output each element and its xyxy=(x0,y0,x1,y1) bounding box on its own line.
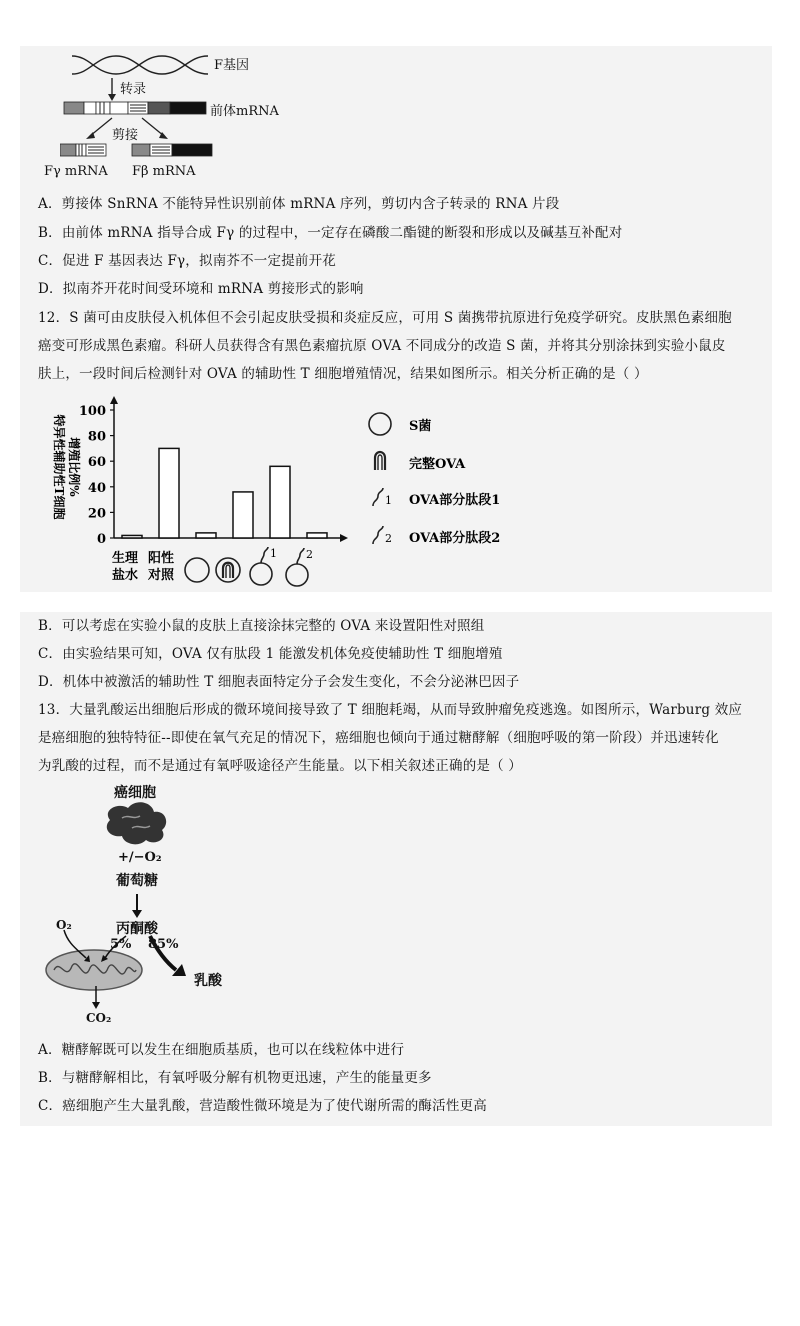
q13-stem-line-3: 为乳酸的过程，而不是通过有氧呼吸途径产生能量。以下相关叙述正确的是（ ） xyxy=(38,758,522,774)
q12-option-c: C．由实验结果可知，OVA 仅有肽段 1 能激发机体免疫使辅助性 T 细胞增殖 xyxy=(38,646,503,662)
legend-peptide1-icon xyxy=(373,488,383,506)
svg-text:1: 1 xyxy=(385,494,392,507)
xlabel-saline-1: 生理 xyxy=(112,551,139,566)
q11-option-b: B．由前体 mRNA 指导合成 Fγ 的过程中，一定存在磷酸二酯键的断裂和形成以及碱基互补配对 xyxy=(38,225,623,241)
q11-option-d: D．拟南芥开花时间受环境和 mRNA 剪接形式的影响 xyxy=(38,281,364,297)
co2-label: CO₂ xyxy=(86,1011,112,1025)
chart-bar xyxy=(122,535,142,538)
f-beta-label: Fβ mRNA xyxy=(132,164,196,179)
svg-text:2: 2 xyxy=(385,532,392,545)
pyruvate-label: 丙酮酸 xyxy=(116,921,158,937)
q13-stem-line-1: 13．大量乳酸运出细胞后形成的微环境间接导致了 T 细胞耗竭，从而导致肿瘤免疫逃逸。如图所示，Warburg 效应 xyxy=(38,702,743,718)
pre-mrna-label: 前体mRNA xyxy=(210,104,279,119)
chart-x-axis-arrow xyxy=(340,534,348,542)
mitochondrion-icon xyxy=(46,950,142,990)
q13-stem-line-2: 是癌细胞的独特特征--即使在氧气充足的情况下，癌细胞也倾向于通过糖酵解（细胞呼吸的第一阶段）并迅速转化 xyxy=(38,730,719,746)
xlabel-positive-1: 阳性 xyxy=(148,551,175,566)
lactate-label: 乳酸 xyxy=(194,973,222,989)
chart-bar xyxy=(270,466,290,538)
xcat-peptide1-icon xyxy=(250,563,272,585)
q11-option-c: C．促进 F 基因表达 Fγ，拟南芥不一定提前开花 xyxy=(38,253,337,269)
pct-85-label: 85% xyxy=(148,937,179,952)
warburg-figure xyxy=(40,780,260,1030)
glucose-label: 葡萄糖 xyxy=(116,873,158,889)
chart-bar xyxy=(233,492,253,538)
cancer-cell-icon xyxy=(107,802,166,844)
xcat-peptide2-icon xyxy=(286,564,308,586)
splicing-label: 剪接 xyxy=(112,128,139,143)
q12-stem-line-3: 肤上，一段时间后检测针对 OVA 的辅助性 T 细胞增殖情况，结果如图所示。相关分析正确的是（ ） xyxy=(38,366,648,382)
y-tick-label: 60 xyxy=(87,455,106,471)
q12-option-b: B．可以考虑在实验小鼠的皮肤上直接涂抹完整的 OVA 来设置阳性对照组 xyxy=(38,618,485,634)
q13-option-b: B．与糖酵解相比，有氧呼吸分解有机物更迅速，产生的能量更多 xyxy=(38,1070,432,1086)
q13-option-c: C．癌细胞产生大量乳酸，营造酸性微环境是为了使代谢所需的酶活性更高 xyxy=(38,1098,487,1114)
pct-5-label: 5% xyxy=(110,937,132,952)
cancer-cell-label: 癌细胞 xyxy=(114,785,156,801)
q12-stem-line-2: 癌变可形成黑色素瘤。科研人员获得含有黑色素瘤抗原 OVA 不同成分的改造 S 菌，并将其分别涂抹到实验小鼠皮 xyxy=(38,338,726,354)
y-tick-label: 20 xyxy=(87,506,106,522)
y-tick-label: 100 xyxy=(78,404,106,419)
chart-bar xyxy=(307,533,327,538)
y-tick-label: 80 xyxy=(87,429,106,445)
gene-label: F基因 xyxy=(214,58,250,73)
y-tick-label: 40 xyxy=(87,480,106,496)
chart-ylabel-line2: 增殖比例% xyxy=(67,437,81,497)
f-gamma-mrna-bar xyxy=(60,144,106,156)
y-tick-label: 0 xyxy=(96,532,106,547)
transcription-label: 转录 xyxy=(120,82,147,97)
svg-text:1: 1 xyxy=(270,547,277,560)
legend-peptide2-icon xyxy=(373,526,383,544)
q11-option-a: A．剪接体 SnRNA 不能特异性识别前体 mRNA 序列，剪切内含子转录的 RNA 片段 xyxy=(38,196,560,212)
ova-bar-chart xyxy=(40,392,360,592)
legend-label-full-ova: 完整OVA xyxy=(409,457,466,472)
f-beta-mrna-bar xyxy=(132,144,212,156)
xlabel-saline-2: 盐水 xyxy=(112,568,139,583)
pre-mrna-bar xyxy=(64,102,206,114)
oxygen-sign-label: +/−O₂ xyxy=(118,850,162,865)
q12-stem-line-1: 12．S 菌可由皮肤侵入机体但不会引起皮肤受损和炎症反应，可用 S 菌携带抗原进行免疫学研究。皮肤黑色素细胞 xyxy=(38,310,732,326)
xcat-s-bacteria-icon xyxy=(185,558,209,582)
legend-s-bacteria-icon xyxy=(369,413,391,435)
xcat-full-ova-icon xyxy=(216,558,240,582)
chart-bar xyxy=(159,448,179,538)
chart-legend xyxy=(365,408,525,548)
legend-label-s: S菌 xyxy=(409,419,432,434)
legend-label-peptide1: OVA部分肽段1 xyxy=(409,493,501,508)
q13-option-a: A．糖酵解既可以发生在细胞质基质，也可以在线粒体中进行 xyxy=(38,1042,405,1058)
legend-label-peptide2: OVA部分肽段2 xyxy=(409,531,501,546)
chart-bar xyxy=(196,533,216,538)
xlabel-positive-2: 对照 xyxy=(148,568,175,583)
o2-label: O₂ xyxy=(56,918,72,932)
svg-text:2: 2 xyxy=(306,548,313,561)
chart-y-axis-arrow xyxy=(110,396,118,404)
f-gamma-label: Fγ mRNA xyxy=(44,164,108,179)
chart-ylabel-line1: 特异性辅助性T细胞 xyxy=(52,414,66,520)
q12-option-d: D．机体中被激活的辅助性 T 细胞表面特定分子会发生变化，不会分泌淋巴因子 xyxy=(38,674,520,690)
